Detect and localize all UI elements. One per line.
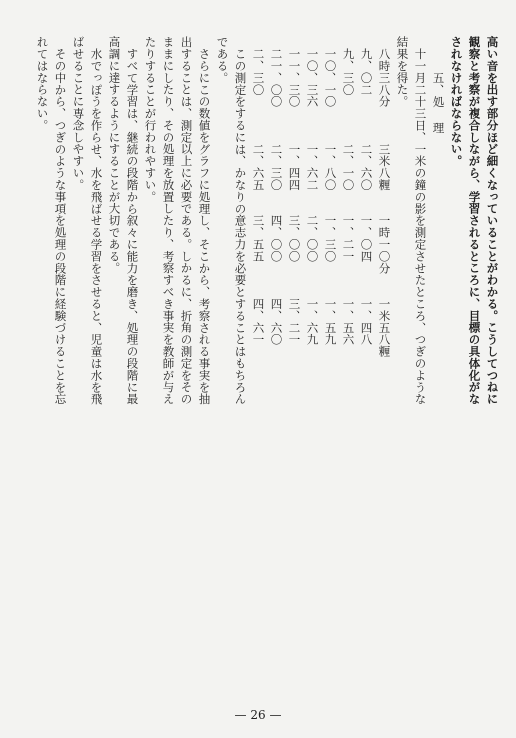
text-line: すべて学習は、継続の段階から叙々に能力を磨き、処理の段階に最 <box>125 48 140 405</box>
table-row: 九、三〇 二、一〇 一、二一 一、五六 <box>341 48 356 346</box>
text-line: である。 <box>215 36 230 84</box>
table-row: 八時三八分 三米八糎 一時一〇分 一米五八糎 <box>377 48 392 358</box>
text-line: 十一月二十三日、一米の鐘の影を測定させたところ、つぎのような <box>413 48 428 405</box>
section-heading: 五、処 理 <box>431 72 446 134</box>
text-line: 出することは、測定以上に必要である。しかるに、折角の測定をその <box>179 36 194 405</box>
table-row: 二一、〇〇 二、三〇 四、〇〇 四、六〇 <box>269 48 284 346</box>
table-row: 一一、三〇 一、四四 三、〇〇 三、二一 <box>287 48 302 346</box>
table-row: 一〇、一〇 一、八〇 一、三〇 一、五九 <box>323 48 338 346</box>
table-row: 一〇、三六 一、六二 二、〇〇 一、六九 <box>305 48 320 346</box>
text-line: ばせることに専念しやすい。 <box>71 36 86 191</box>
text-line: たりすることが行われやすい。 <box>143 36 158 203</box>
text-line: 高い音を出す部分ほど細くなっていることがわかる。こうしてつねに <box>485 36 500 405</box>
text-line: この測定をするには、かなりの意志力を必要とすることはもちろん <box>233 48 248 405</box>
text-line: されなければならない。 <box>449 36 464 167</box>
table-row: 九、〇二 二、六〇 一、〇四 一、四八 <box>359 48 374 346</box>
text-line: 観察と考察が複合しながら、学習されるところに、目標の具体化がな <box>467 36 482 405</box>
text-line: 水でっぽうを作らせ、水を飛ばせる学習をさせると、児童は水を飛 <box>89 48 104 405</box>
text-line: 高調に達するようにすることが大切である。 <box>107 36 122 274</box>
table-row: 二、三〇 二、六五 三、五五 四、六一 <box>251 48 266 346</box>
text-line: その中から、つぎのような事項を処理の段階に経験づけることを忘 <box>53 48 68 405</box>
text-line: ままにしたり、その処理を放置したり、考察すべき事実を教師が与え <box>161 36 176 405</box>
text-line: 結果を得た。 <box>395 36 410 108</box>
text-line: さらにこの数値をグラフに処理し、そこから、考察される事実を抽 <box>197 48 212 405</box>
text-line: れてはならない。 <box>35 36 50 132</box>
page-number: — 26 — <box>234 708 282 722</box>
